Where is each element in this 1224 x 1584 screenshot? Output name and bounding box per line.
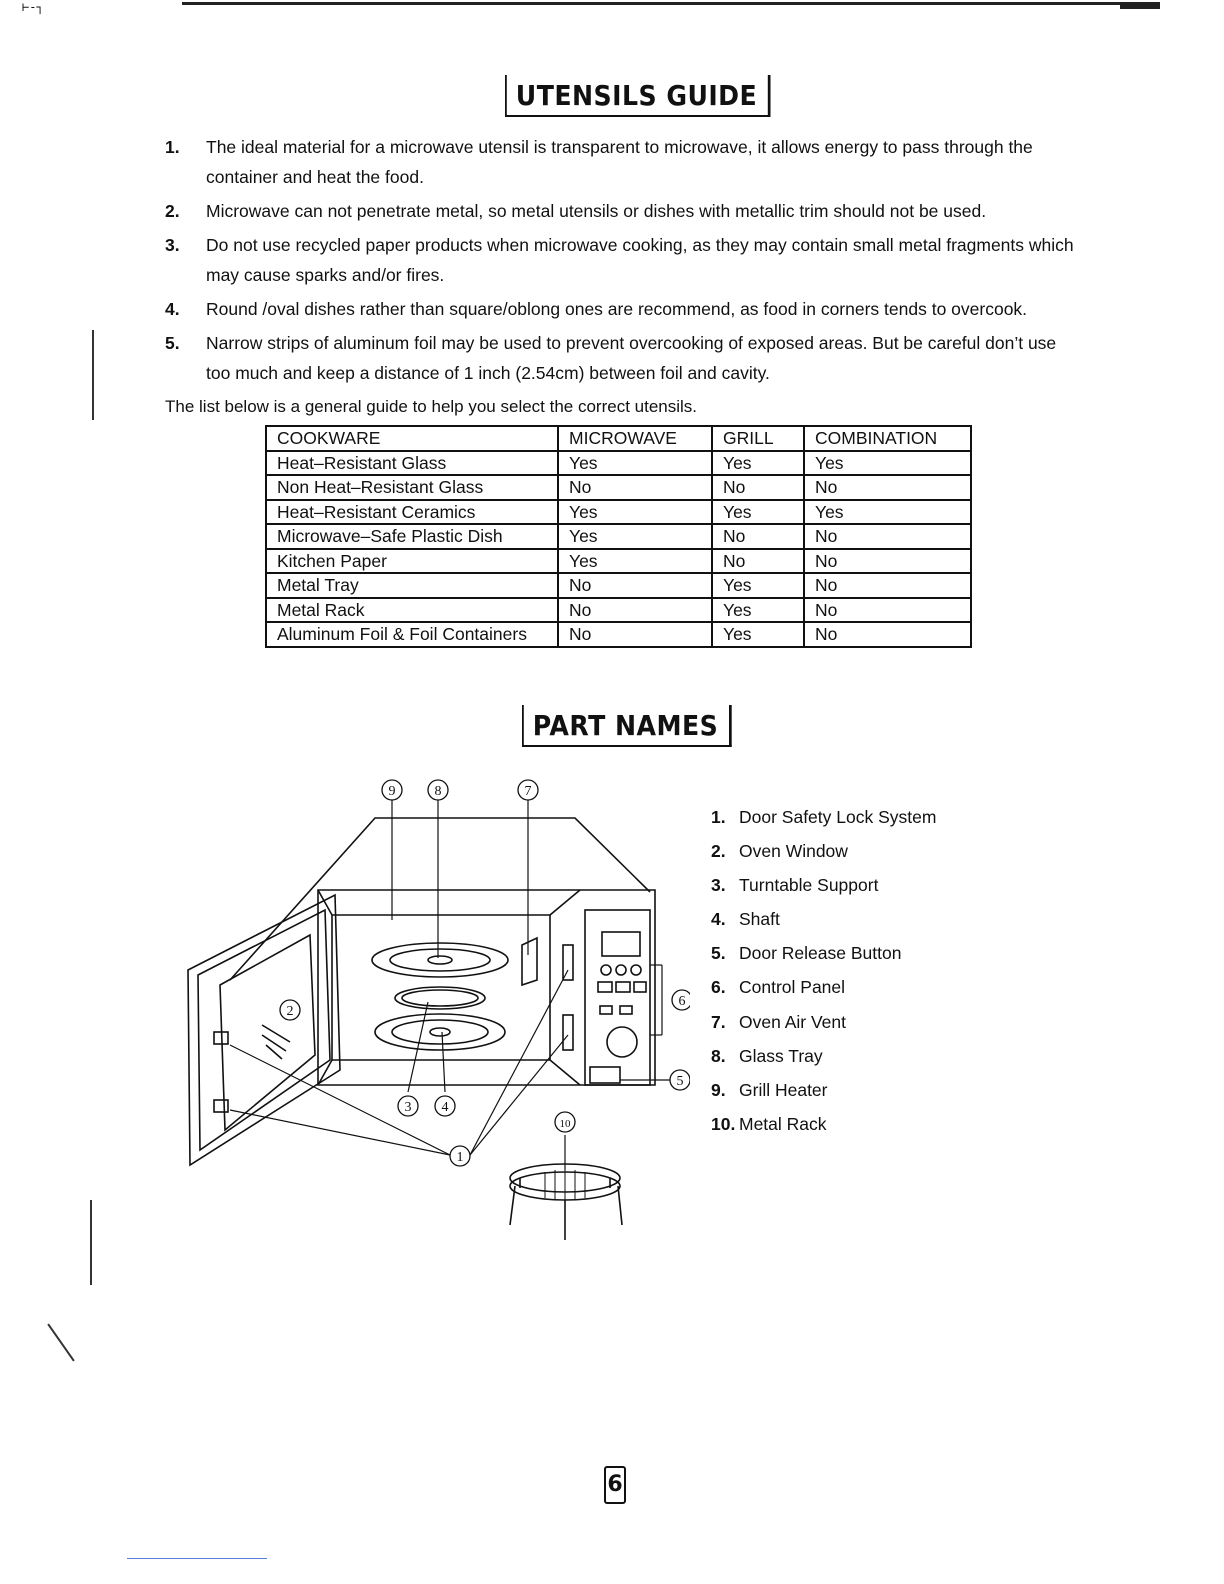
part-name: Door Safety Lock System (739, 807, 937, 827)
part-item: 9. Grill Heater (711, 1079, 828, 1100)
guideline-text: The ideal material for a microwave utensil is transparent to microwave, it allows energy to pass through the container and heat the food. (206, 137, 1033, 187)
table-cell: Yes (712, 500, 804, 525)
table-cell: No (558, 475, 712, 500)
table-cell: Metal Tray (266, 573, 558, 598)
table-header-row (266, 426, 971, 451)
column-header: GRILL (712, 426, 804, 451)
corner-mark: ⊢-┐ (22, 0, 44, 14)
part-item: 3. Turntable Support (711, 875, 879, 896)
oven-body (318, 890, 655, 1085)
table-row (266, 549, 971, 574)
turntable-assembly (372, 943, 508, 1050)
callout-2-label: 2 (286, 1004, 294, 1019)
top-rule-end (1120, 3, 1160, 9)
part-item: 2. Oven Window (711, 841, 848, 862)
door-release-button (590, 1067, 620, 1083)
callout-5-label: 5 (676, 1074, 684, 1089)
metal-rack (510, 1164, 622, 1240)
callout-4-label: 4 (441, 1100, 449, 1115)
table-cell: Yes (712, 622, 804, 647)
table-row (266, 622, 971, 647)
part-name: Turntable Support (739, 875, 879, 896)
table-row (266, 598, 971, 623)
scan-mark (90, 1200, 92, 1285)
table-intro: The list below is a general guide to help you select the correct utensils. (165, 397, 698, 416)
guideline-item: 1. The ideal material for a microwave utensil is transparent to microwave, it allows energy to pass through the container and heat the food. (165, 137, 1033, 187)
table-cell: Yes (804, 500, 971, 525)
utensil-guidelines-list (165, 132, 1075, 392)
table-row (266, 500, 971, 525)
table-cell: No (712, 475, 804, 500)
table-cell: No (558, 598, 712, 623)
table-cell: Yes (712, 598, 804, 623)
table-cell: Yes (804, 451, 971, 476)
part-name: Oven Air Vent (739, 1011, 847, 1032)
callout-1-label: 1 (456, 1150, 464, 1165)
guideline-item: 2. Microwave can not penetrate metal, so metal utensils or dishes with metallic trim should not be used. (165, 201, 987, 221)
callout-7-label: 7 (524, 784, 532, 799)
footer-rule (127, 1558, 267, 1559)
table-row (266, 524, 971, 549)
utensils-guide-title: UTENSILS GUIDE (505, 75, 771, 117)
top-rule (182, 2, 1160, 5)
callout-10-label: 10 (559, 1118, 571, 1130)
part-item: 4. Shaft (711, 909, 780, 930)
table-cell: No (804, 549, 971, 574)
table-cell: Metal Rack (266, 598, 558, 623)
scan-mark (47, 1323, 74, 1361)
table-row (266, 451, 971, 476)
air-vent-shape (522, 938, 537, 985)
part-name: Control Panel (739, 977, 846, 998)
callout-9-label: 9 (388, 784, 396, 799)
scan-mark (92, 330, 94, 420)
table-cell: Yes (558, 524, 712, 549)
table-cell: No (804, 524, 971, 549)
table-cell: Heat–Resistant Glass (266, 451, 558, 476)
guideline-item: 4. Round /oval dishes rather than square/oblong ones are recommend, as food in corners tends to overcook. (165, 299, 1028, 319)
table-cell: Yes (558, 451, 712, 476)
part-name: Glass Tray (739, 1045, 823, 1066)
guideline-text: Do not use recycled paper products when microwave cooking, as they may contain small metal fragments which may cause sparks and/or fires. (206, 235, 1074, 285)
callout-3-label: 3 (404, 1100, 412, 1115)
table-cell: No (712, 549, 804, 574)
table-cell: Yes (558, 500, 712, 525)
table-cell: No (558, 622, 712, 647)
table-cell: No (804, 573, 971, 598)
table-row (266, 475, 971, 500)
table-cell: Microwave–Safe Plastic Dish (266, 524, 558, 549)
part-name: Shaft (739, 909, 780, 930)
utensils-table (265, 425, 972, 648)
guideline-text: Narrow strips of aluminum foil may be used to prevent overcooking of exposed areas. But be careful don’t use too much and keep a distance of 1 inch (2.54cm) between foil and cavity. (206, 333, 1057, 383)
table-cell: Non Heat–Resistant Glass (266, 475, 558, 500)
part-item: 1. Door Safety Lock System (711, 807, 937, 827)
part-names-title: PART NAMES (522, 705, 732, 747)
part-item: 8. Glass Tray (711, 1045, 823, 1066)
column-header: MICROWAVE (558, 426, 712, 451)
callout-6-label: 6 (678, 994, 686, 1009)
table-cell: Heat–Resistant Ceramics (266, 500, 558, 525)
dial-knob (607, 1027, 637, 1057)
part-item: 6. Control Panel (711, 977, 846, 998)
part-name: Metal Rack (739, 1113, 827, 1134)
table-cell: No (804, 475, 971, 500)
guideline-text: Round /oval dishes rather than square/oblong ones are recommend, as food in corners tends to overcook. (206, 299, 1028, 319)
part-item: 5. Door Release Button (711, 943, 902, 964)
display-window (602, 932, 640, 956)
table-cell: No (804, 622, 971, 647)
table-cell: Kitchen Paper (266, 549, 558, 574)
part-item: 10. Metal Rack (711, 1113, 827, 1134)
guideline-item: 5. Narrow strips of aluminum foil may be used to prevent overcooking of exposed areas. But be careful don’t use too much and keep a distance of 1 inch (2.54cm) between foil and cavity. (165, 333, 1057, 383)
microwave-diagram (170, 770, 690, 1260)
table-cell: Yes (712, 573, 804, 598)
table-cell: No (712, 524, 804, 549)
part-name: Grill Heater (739, 1079, 828, 1100)
part-names-list (711, 800, 936, 1141)
part-item: 7. Oven Air Vent (711, 1011, 847, 1032)
table-cell: No (558, 573, 712, 598)
part-name: Door Release Button (739, 943, 902, 964)
part-name: Oven Window (739, 841, 848, 862)
table-cell: Yes (558, 549, 712, 574)
page-number: 6 (604, 1466, 626, 1504)
column-header: COMBINATION (804, 426, 971, 451)
table-row (266, 573, 971, 598)
table-cell: Yes (712, 451, 804, 476)
guideline-item: 3. Do not use recycled paper products when microwave cooking, as they may contain small metal fragments which may cause sparks and/or fires. (165, 235, 1074, 285)
column-header: COOKWARE (266, 426, 558, 451)
guideline-text: Microwave can not penetrate metal, so metal utensils or dishes with metallic trim should not be used. (206, 201, 987, 221)
table-cell: No (804, 598, 971, 623)
callout-8-label: 8 (434, 784, 442, 799)
table-cell: Aluminum Foil & Foil Containers (266, 622, 558, 647)
